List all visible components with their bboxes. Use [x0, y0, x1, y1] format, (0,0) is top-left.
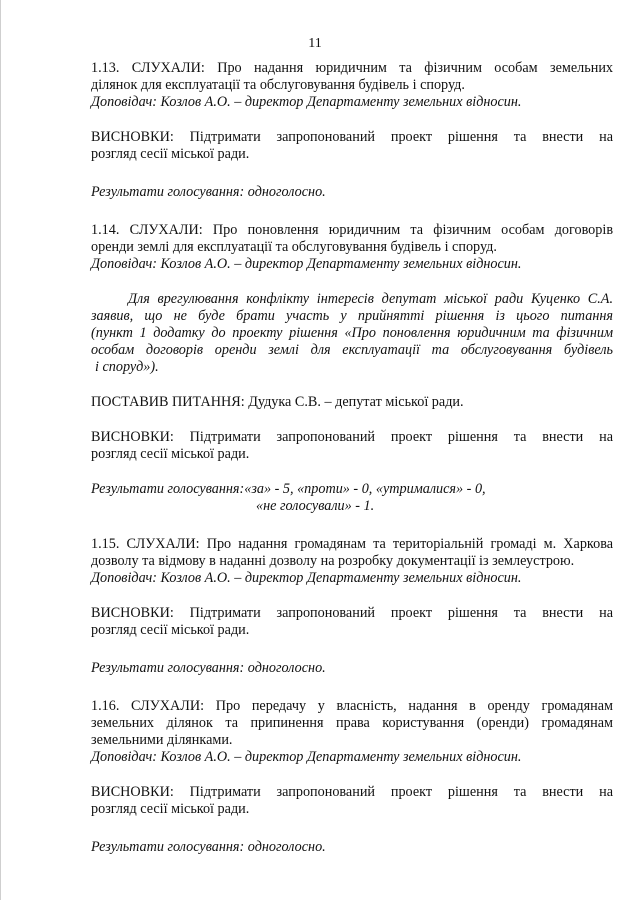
item-1-16-text: земельних ділянок та припинення права користування (оренди) громадянам: [91, 715, 613, 731]
item-1-13-conclusion-cont: розгляд сесії міської ради.: [91, 146, 250, 162]
page-number: 11: [308, 36, 322, 51]
item-1-16-heading: 1.16. СЛУХАЛИ: Про передачу у власність, надання в оренду громадянам: [91, 698, 614, 714]
item-1-13-heading: 1.13. СЛУХАЛИ: Про надання юридичним та фізичним особам земельних: [91, 60, 613, 76]
item-1-16-text-cont: земельними ділянками.: [91, 732, 233, 748]
item-1-16-conclusion-cont: розгляд сесії міської ради.: [91, 801, 250, 817]
item-1-15-conclusion-cont: розгляд сесії міської ради.: [91, 622, 250, 638]
item-1-13-speaker: Доповідач: Козлов А.О. – директор Департаменту земельних відносин.: [91, 94, 522, 110]
item-1-14-conflict-line-5: і споруд»).: [95, 359, 159, 375]
item-1-14-conflict-line-3: (пункт 1 додатку до проекту рішення «Про поновлення юридичним та фізичним: [91, 325, 613, 341]
document-body: [91, 60, 613, 856]
item-1-15-text: дозволу та відмову в наданні дозволу на розробку документації із землеустрою.: [91, 553, 575, 569]
item-1-15-speaker: Доповідач: Козлов А.О. – директор Департаменту земельних відносин.: [91, 570, 522, 586]
item-1-14: [91, 222, 613, 515]
item-1-14-heading: 1.14. СЛУХАЛИ: Про поновлення юридичним та фізичним особам договорів: [91, 222, 614, 238]
item-1-16-vote: Результати голосування: одноголосно.: [91, 839, 326, 855]
item-1-14-conflict-line-2: заявив, що не буде брати участь у прийнятті рішення із цього питання: [91, 308, 613, 324]
item-1-15: [91, 536, 613, 677]
item-1-14-conflict-line-4: особам договорів оренди землі для експлуатації та обслуговування будівель: [91, 342, 613, 358]
item-1-14-conclusion-cont: розгляд сесії міської ради.: [91, 446, 250, 462]
item-1-15-heading: 1.15. СЛУХАЛИ: Про надання громадянам та територіальній громаді м. Харкова: [91, 536, 614, 552]
item-1-14-speaker: Доповідач: Козлов А.О. – директор Департаменту земельних відносин.: [91, 256, 522, 272]
item-1-14-conclusion: ВИСНОВКИ: Підтримати запропонований проект рішення та внести на: [91, 429, 613, 445]
item-1-16-conclusion: ВИСНОВКИ: Підтримати запропонований проект рішення та внести на: [91, 784, 613, 800]
item-1-13: [91, 60, 613, 201]
item-1-15-vote: Результати голосування: одноголосно.: [91, 660, 326, 676]
item-1-13-conclusion: ВИСНОВКИ: Підтримати запропонований проект рішення та внести на: [91, 129, 613, 145]
item-1-14-vote-cont: «не голосували» - 1.: [256, 498, 375, 514]
scan-left-edge: [0, 0, 1, 900]
item-1-14-vote: Результати голосування:«за» - 5, «проти» - 0, «утрималися» - 0,: [91, 481, 486, 497]
item-1-13-text: ділянок для експлуатації та обслуговування будівель і споруд.: [91, 77, 465, 93]
item-1-13-vote: Результати голосування: одноголосно.: [91, 184, 326, 200]
item-1-15-conclusion: ВИСНОВКИ: Підтримати запропонований проект рішення та внести на: [91, 605, 613, 621]
item-1-16: [91, 698, 613, 856]
item-1-16-speaker: Доповідач: Козлов А.О. – директор Департаменту земельних відносин.: [91, 749, 522, 765]
item-1-14-raised: ПОСТАВИВ ПИТАННЯ: Дудука С.В. – депутат міської ради.: [91, 394, 464, 410]
item-1-14-conflict-line-1: Для врегулювання конфлікту інтересів депутат міської ради Куценко С.А.: [128, 291, 613, 307]
item-1-14-text: оренди землі для експлуатації та обслуговування будівель і споруд.: [91, 239, 497, 255]
